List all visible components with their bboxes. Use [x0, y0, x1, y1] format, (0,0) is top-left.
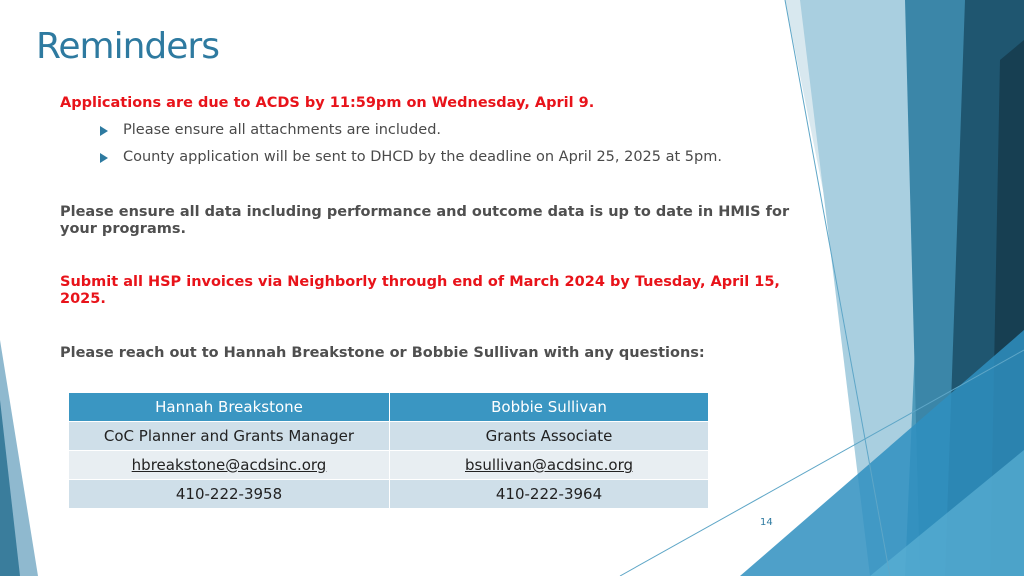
email-link-bobbie[interactable]: bsullivan@acdsinc.org [465, 456, 633, 474]
email-link-hannah[interactable]: hbreakstone@acdsinc.org [131, 456, 327, 474]
contact-name-bobbie: Bobbie Sullivan [390, 393, 709, 422]
contact-name-hannah: Hannah Breakstone [69, 393, 390, 422]
applications-due-text: Applications are due to ACDS by 11:59pm on Wednesday, April 9. [60, 95, 595, 111]
contact-phone-bobbie: 410-222-3964 [390, 480, 709, 509]
contact-phone-hannah: 410-222-3958 [69, 480, 390, 509]
bullet-text: County application will be sent to DHCD by the deadline on April 25, 2025 at 5pm. [123, 149, 722, 165]
invoices-note-text: Submit all HSP invoices via Neighborly through end of March 2024 by Tuesday, April 15, 2025. [60, 274, 780, 307]
contacts-table [68, 392, 709, 509]
bullet-arrow-icon [100, 126, 108, 136]
contact-email-cell-hannah [69, 451, 390, 480]
bullet-item-county-application [100, 149, 722, 166]
hmis-note-text: Please ensure all data including performance and outcome data is up to date in HMIS for your programs. [60, 204, 790, 237]
contact-title-hannah: CoC Planner and Grants Manager [69, 422, 390, 451]
bullet-arrow-icon [100, 153, 108, 163]
bullet-text: Please ensure all attachments are included. [123, 122, 442, 138]
table-row [69, 480, 709, 509]
contact-intro-text: Please reach out to Hannah Breakstone or Bobbie Sullivan with any questions: [60, 345, 705, 361]
contact-title-bobbie: Grants Associate [390, 422, 709, 451]
table-row [69, 422, 709, 451]
table-header-row [69, 393, 709, 422]
contact-email-cell-bobbie [390, 451, 709, 480]
table-row [69, 451, 709, 480]
page-number: 14 [760, 517, 773, 528]
bullet-item-attachments [100, 122, 441, 139]
page-title: Reminders [36, 26, 219, 67]
